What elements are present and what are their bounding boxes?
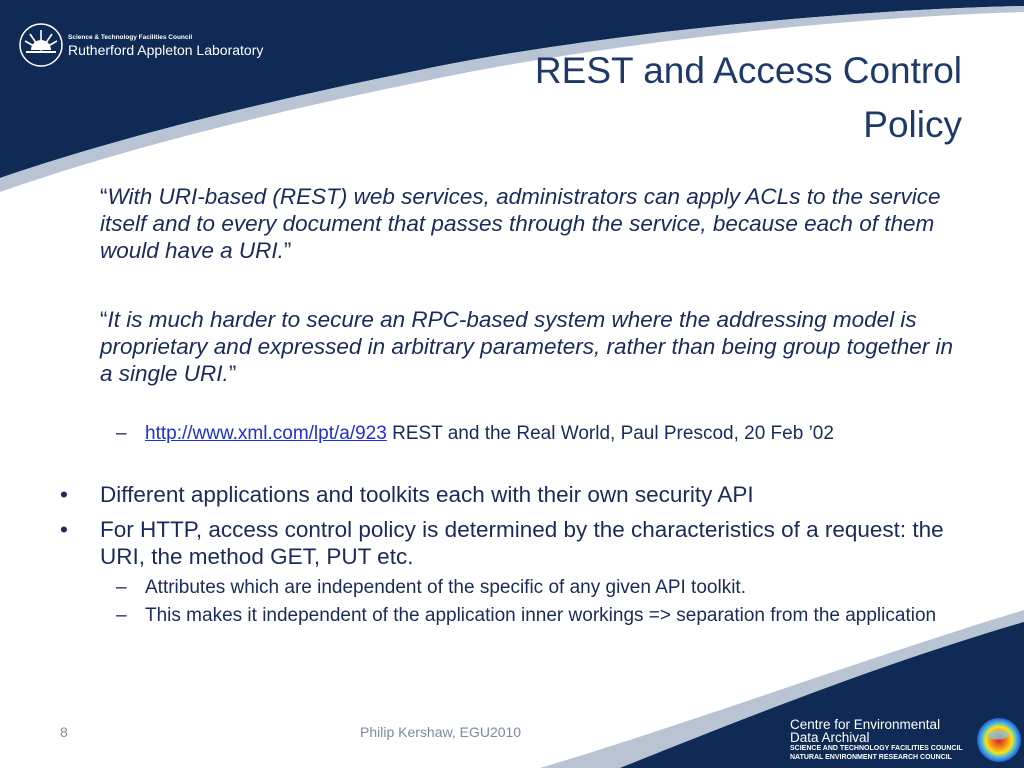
ceda-globe-icon xyxy=(976,716,1022,764)
org-small-text: Science & Technology Facilities Council xyxy=(68,34,193,41)
quote-1-open: “ xyxy=(100,184,108,209)
quote-2-close: ” xyxy=(228,361,237,386)
bullet-text: Different applications and toolkits each with their own security API xyxy=(100,482,754,507)
subbullet-marker: – xyxy=(116,577,127,598)
org-name-text: Rutherford Appleton Laboratory xyxy=(68,42,264,58)
reference-line xyxy=(116,422,834,446)
ceda-line-3: SCIENCE AND TECHNOLOGY FACILITIES COUNCIL xyxy=(790,745,963,752)
bullet-marker: • xyxy=(60,517,68,542)
bullet-marker: • xyxy=(60,482,68,507)
ceda-line-1: Centre for Environmental xyxy=(790,717,941,732)
bullet-item-2 xyxy=(60,516,960,572)
slide-title-line1: REST and Access Control xyxy=(534,50,962,91)
subbullet-marker: – xyxy=(116,605,127,626)
reference-link[interactable]: http://www.xml.com/lpt/a/923 xyxy=(145,423,387,444)
quote-1 xyxy=(100,183,970,264)
footer-author: Philip Kershaw, EGU2010 xyxy=(360,724,522,740)
slide-title-line2: Policy xyxy=(863,104,962,145)
quote-1-text: With URI-based (REST) web services, administrators can apply ACLs to the service itself and to every document that passes through the service, because each of them would have a URI. xyxy=(100,184,941,263)
subbullet-text: This makes it independent of the application inner workings => separation from the application xyxy=(145,605,937,626)
bullet-item-1 xyxy=(60,481,960,511)
quote-1-close: ” xyxy=(283,238,292,263)
page-number: 8 xyxy=(60,724,68,740)
quote-2-open: “ xyxy=(100,307,108,332)
quote-2 xyxy=(100,306,970,387)
subbullet-text: Attributes which are independent of the specific of any given API toolkit. xyxy=(145,577,746,598)
reference-text: REST and the Real World, Paul Prescod, 20 Feb ’02 xyxy=(386,423,834,444)
subbullet-item-2 xyxy=(116,604,976,654)
quote-2-text: It is much harder to secure an RPC-based system where the addressing model is proprietary and expressed in arbitrary parameters, rather than being group together in a single URI. xyxy=(100,307,953,386)
ceda-line-4: NATURAL ENVIRONMENT RESEARCH COUNCIL xyxy=(790,754,952,761)
subbullet-item-1 xyxy=(116,576,976,602)
ceda-line-2: Data Archival xyxy=(790,730,870,745)
reference-dash: – xyxy=(116,423,127,444)
bullet-text: For HTTP, access control policy is determined by the characteristics of a request: the URI, the method GET, PUT etc. xyxy=(100,517,944,569)
